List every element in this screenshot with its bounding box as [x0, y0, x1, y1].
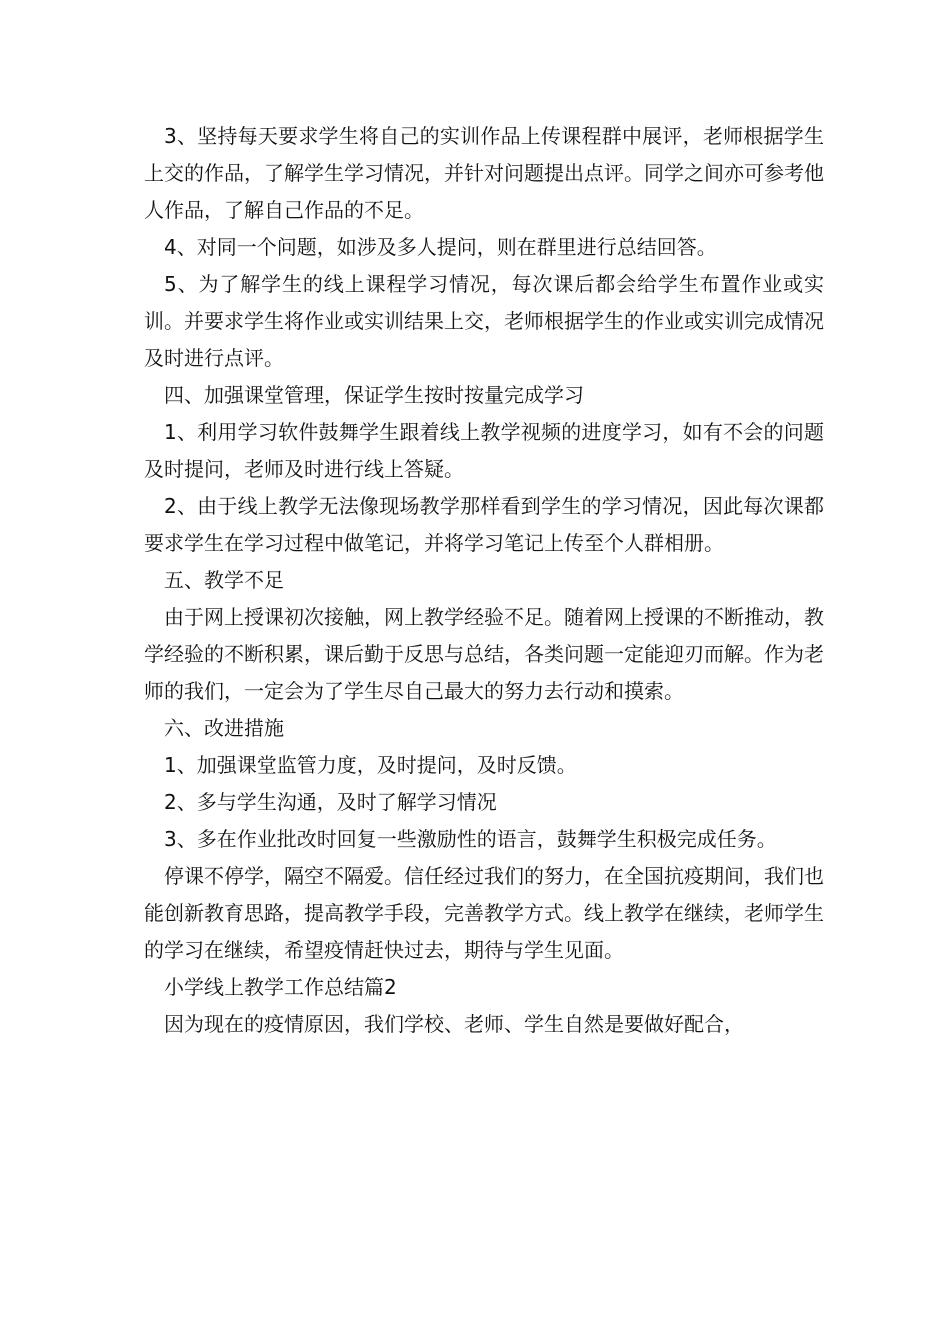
article-title-2: 小学线上教学工作总结篇2: [164, 975, 397, 999]
improvement-item-1: 1、加强课堂监管力度，及时提问，及时反馈。: [164, 753, 577, 777]
document-body: [144, 118, 824, 1043]
section-heading-6: 六、改进措施: [164, 716, 284, 740]
paragraph-article-2-intro: 因为现在的疫情原因，我们学校、老师、学生自然是要做好配合，: [164, 1012, 744, 1036]
improvement-item-2: 2、多与学生沟通，及时了解学习情况: [164, 790, 497, 814]
paragraph-item-1: 1、利用学习软件鼓舞学生跟着线上教学视频的进度学习，如有不会的问题及时提问，老师及时进行线上答疑。: [144, 420, 824, 481]
paragraph-item-2: 2、由于线上教学无法像现场教学那样看到学生的学习情况，因此每次课都要求学生在学习过程中做笔记，并将学习笔记上传至个人群相册。: [144, 494, 824, 555]
paragraph-conclusion: 停课不停学，隔空不隔爱。信任经过我们的努力，在全国抗疫期间，我们也能创新教育思路，提高教学手段，完善教学方式。线上教学在继续，老师学生的学习在继续，希望疫情赶快过去，期待与学生见面。: [144, 864, 824, 962]
paragraph-item-3: 3、坚持每天要求学生将自己的实训作品上传课程群中展评，老师根据学生上交的作品，了解学生学习情况，并针对问题提出点评。同学之间亦可参考他人作品，了解自己作品的不足。: [144, 124, 824, 222]
paragraph-item-4: 4、对同一个问题，如涉及多人提问，则在群里进行总结回答。: [164, 235, 717, 259]
improvement-item-3: 3、多在作业批改时回复一些激励性的语言，鼓舞学生积极完成任务。: [164, 827, 777, 851]
section-heading-5: 五、教学不足: [164, 568, 284, 592]
section-heading-4: 四、加强课堂管理，保证学生按时按量完成学习: [164, 383, 584, 407]
paragraph-teaching-shortcomings: 由于网上授课初次接触，网上教学经验不足。随着网上授课的不断推动，教学经验的不断积累，课后勤于反思与总结，各类问题一定能迎刃而解。作为老师的我们，一定会为了学生尽自己最大的努力去行动和摸索。: [144, 605, 824, 703]
paragraph-item-5: 5、为了解学生的线上课程学习情况，每次课后都会给学生布置作业或实训。并要求学生将作业或实训结果上交，老师根据学生的作业或实训完成情况及时进行点评。: [144, 272, 824, 370]
